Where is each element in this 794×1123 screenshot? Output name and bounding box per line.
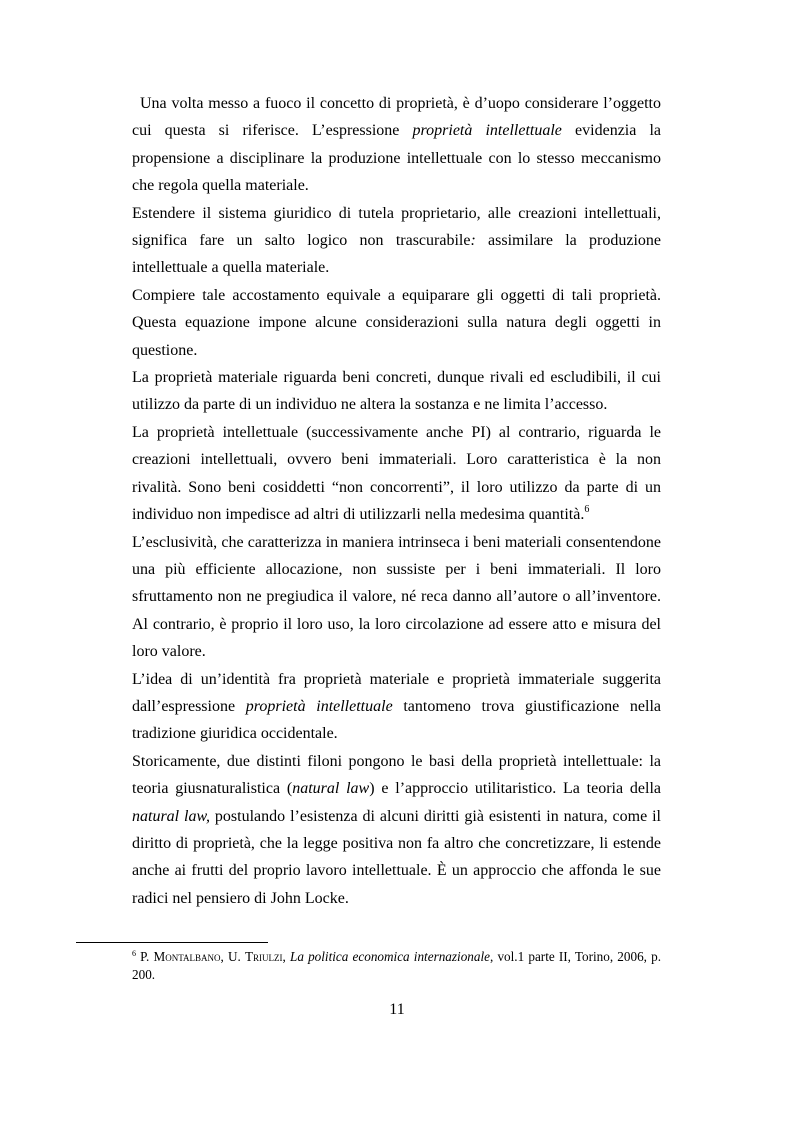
footnote-separator-text-2: , xyxy=(282,949,290,964)
footnote-details: , vol.1 parte II, Torino, 2006, p. 200. xyxy=(132,949,662,982)
main-text xyxy=(132,90,661,912)
paragraph-8 xyxy=(132,748,661,912)
paragraph-2-italic: : xyxy=(470,232,476,250)
paragraph-7 xyxy=(132,666,661,748)
paragraph-1 xyxy=(132,90,661,200)
footnote-author1-initial: P. xyxy=(140,949,154,964)
paragraph-1-text-b: evidenzia la propensione a disciplinare la produzione intellettuale con lo stesso meccanismo che regola quella materiale. xyxy=(132,122,662,195)
paragraph-7-text-b: tantomeno trova giustificazione nella tradizione giuridica occidentale. xyxy=(132,697,661,743)
paragraph-7-text-a: L’idea di un’identità fra proprietà materiale e proprietà immateriale suggerita dall’espressione xyxy=(132,670,661,715)
page-number: 11 xyxy=(389,1001,405,1018)
paragraph-2-text-a: Estendere il sistema giuridico di tutela proprietario, alle creazioni intellettuali, significa fare un salto logico non trascurabile xyxy=(132,204,661,250)
paragraph-8-text-b: ) e l’approccio utilitaristico. La teoria della xyxy=(369,780,661,798)
footnote-reference[interactable]: 6 xyxy=(584,504,590,516)
footnote-number: 6 xyxy=(132,949,136,958)
paragraph-4: La proprietà materiale riguarda beni concreti, dunque rivali ed escludibili, il cui utilizzo da parte di un individuo ne altera la sostanza e ne limita l’accesso. xyxy=(132,369,661,414)
paragraph-5-text: La proprietà intellettuale (successivamente anche PI) al contrario, riguarda le creazioni intellettuali, ovvero beni immateriali. Loro caratteristica è la non rivalità. Sono beni cosiddetti “non concorrenti”, il loro utilizzo da parte di un individuo non impedisce ad altri di utilizzarli nella medesima quantità. xyxy=(132,423,661,524)
paragraph-5 xyxy=(132,419,661,529)
footnote xyxy=(132,948,661,984)
paragraph-7-italic: proprietà intellettuale xyxy=(245,697,393,715)
paragraph-8-italic-a: natural law xyxy=(292,780,370,798)
paragraph-8-text-a: Storicamente, due distinti filoni pongono le basi della proprietà intellettuale: la teoria giusnaturalistica ( xyxy=(132,752,661,798)
paragraph-1-italic: proprietà intellettuale xyxy=(412,122,562,140)
paragraph-2 xyxy=(132,200,661,282)
footnote-separator-text: , U. xyxy=(220,949,245,964)
paragraph-8-text-c: postulando l’esistenza di alcuni diritti già esistenti in natura, come il diritto di proprietà, che la legge positiva non fa altro che concretizzare, li estende anche ai frutti del proprio lavoro intellettuale. È un approccio che affonda le sue radici nel pensiero di John Locke. xyxy=(132,807,662,907)
paragraph-6: L’esclusività, che caratterizza in maniera intrinseca i beni materiali consentendone una più efficiente allocazione, non sussiste per i beni immateriali. Il loro sfruttamento non ne pregiudica il valore, né reca danno all’autore o all’inventore. Al contrario, è proprio il loro uso, la loro circolazione ad essere atto e misura del loro valore. xyxy=(132,533,661,661)
paragraph-3: Compiere tale accostamento equivale a equiparare gli oggetti di tali proprietà. Questa equazione impone alcune considerazioni sulla natura degli oggetti in questione. xyxy=(132,286,661,359)
footnote-title: La politica economica internazionale xyxy=(289,949,490,964)
paragraph-2-text-b: assimilare la produzione intellettuale a quella materiale. xyxy=(132,232,662,277)
footnote-separator xyxy=(76,942,268,943)
footnote-author1-name: Montalbano xyxy=(153,949,221,964)
footnote-author2-name: Triulzi xyxy=(244,949,283,964)
paragraph-8-italic-b: natural law, xyxy=(132,807,210,825)
paragraph-1-text-a: Una volta messo a fuoco il concetto di proprietà, è d’uopo considerare l’oggetto cui questa si riferisce. L’espressione xyxy=(132,95,661,140)
